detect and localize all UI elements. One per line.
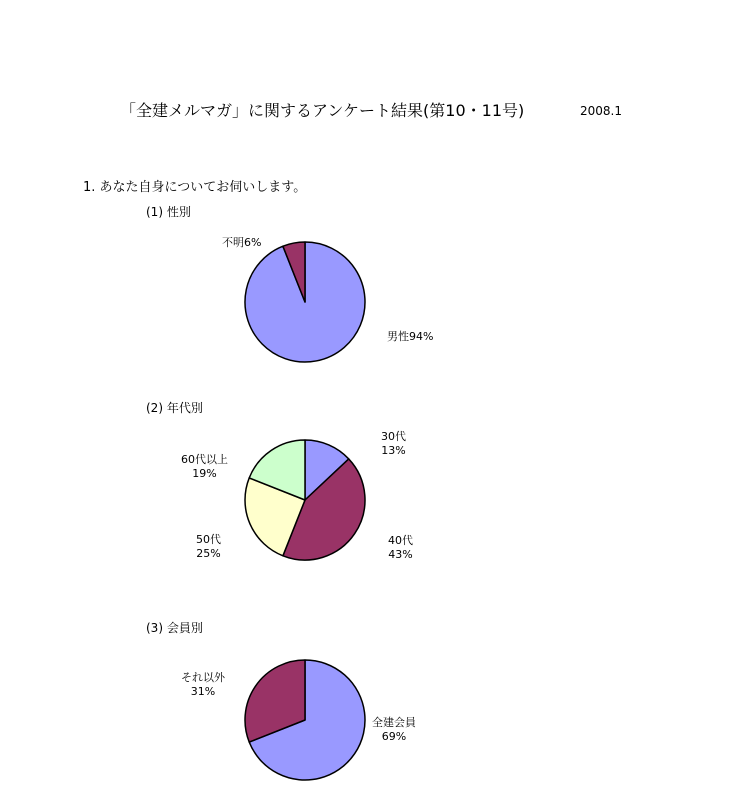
chart-2-slice-name-0: 30代 bbox=[381, 430, 406, 443]
chart-2-slice-name-1: 40代 bbox=[388, 534, 413, 547]
chart-3-title: (3) 会員別 bbox=[146, 621, 203, 635]
chart-1-slice-name-1: 不明 bbox=[222, 236, 244, 249]
chart-2-slice-name-2: 50代 bbox=[196, 533, 221, 546]
chart-3-slice-label-0 bbox=[372, 716, 416, 744]
page-title: 「全建メルマガ」に関するアンケート結果(第10・11号) bbox=[120, 101, 525, 120]
chart-1-title: (1) 性別 bbox=[146, 205, 191, 219]
chart-2-slice-pct-2: 25% bbox=[196, 547, 221, 560]
chart-2-slice-pct-3: 19% bbox=[192, 467, 217, 480]
chart-3-slice-pct-1: 31% bbox=[190, 685, 216, 698]
chart-1-slice-name-0: 男性 bbox=[387, 330, 409, 343]
chart-2-title: (2) 年代別 bbox=[146, 401, 203, 415]
chart-3-slice-name-1: それ以外 bbox=[181, 671, 225, 684]
chart-2-slice-pct-1: 43% bbox=[388, 548, 413, 561]
chart-2-slice-name-3: 60代以上 bbox=[181, 453, 228, 466]
question-title: 1. あなた自身についてお伺いします。 bbox=[83, 180, 307, 195]
chart-3-slice-name-0: 全建会員 bbox=[372, 716, 416, 729]
chart-1-slice-pct-0: 94% bbox=[409, 330, 434, 343]
date-label: 2008.1 bbox=[580, 104, 622, 118]
chart-3-slice-pct-0: 69% bbox=[381, 730, 407, 743]
chart-1-slice-pct-1: 6% bbox=[244, 236, 262, 249]
chart-2-slice-pct-0: 13% bbox=[381, 444, 406, 457]
chart-3-slice-label-1 bbox=[181, 671, 225, 699]
